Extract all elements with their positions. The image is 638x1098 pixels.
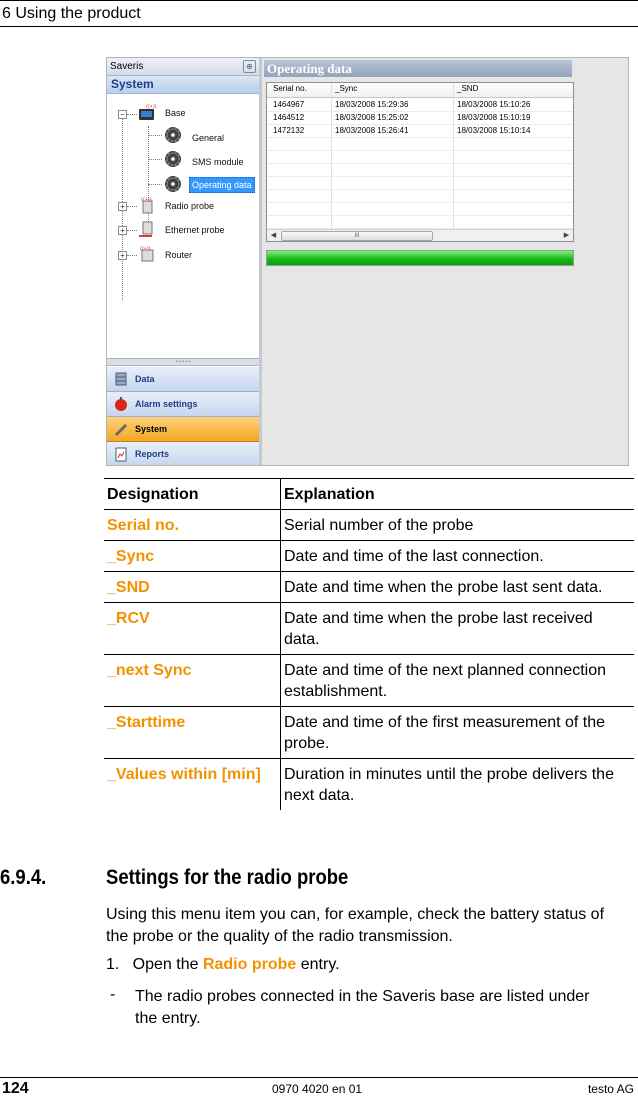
designation-cell: _Sync	[104, 541, 281, 572]
software-screenshot	[106, 57, 629, 466]
tree-line	[127, 206, 137, 207]
explanation-cell: Date and time of the next planned connection establishment.	[281, 655, 635, 707]
table-row	[104, 655, 634, 707]
table-row	[104, 572, 634, 603]
scroll-left-icon[interactable]: ◀	[270, 232, 277, 239]
step-1	[106, 954, 340, 976]
designation-cell: _Starttime	[104, 707, 281, 759]
report-icon	[113, 446, 129, 462]
content-pane	[262, 58, 628, 465]
explanation-cell: Date and time when the probe last received data.	[281, 603, 635, 655]
explanation-table	[104, 478, 634, 810]
header-top-rule	[0, 0, 638, 1]
explanation-cell: Date and time of the last connection.	[281, 541, 635, 572]
column-header[interactable]: _SND	[457, 84, 479, 93]
gear-icon	[165, 151, 181, 167]
scroll-right-icon[interactable]: ▶	[563, 232, 570, 239]
chapter-header: 6 Using the product	[2, 5, 141, 22]
expand-icon[interactable]: +	[118, 226, 127, 235]
page-number: 124	[2, 1080, 29, 1097]
header-rule	[0, 26, 638, 27]
table-row[interactable]	[267, 99, 573, 112]
cell-serial: 1464512	[273, 113, 305, 122]
tree-line	[127, 230, 137, 231]
pane-splitter[interactable]: • • • • •	[107, 358, 259, 366]
nav-system-button[interactable]	[107, 417, 259, 442]
table-header-row	[104, 479, 634, 510]
cell-snd: 18/03/2008 15:10:26	[457, 100, 531, 109]
company-name: testo AG	[587, 1082, 634, 1096]
operating-data-title: Operating data	[264, 60, 572, 77]
tree-item-general[interactable]: General	[192, 133, 225, 143]
radio-probe-link[interactable]: Radio probe	[202, 956, 297, 973]
table-row	[104, 541, 634, 572]
explanation-cell: Duration in minutes until the probe delivers the next data.	[281, 759, 635, 811]
svg-text:((•)): ((•))	[146, 104, 157, 110]
step-suffix: entry.	[296, 956, 340, 973]
nav-data-label: Data	[135, 374, 155, 384]
alarm-icon	[113, 396, 129, 412]
grid-header	[267, 83, 573, 98]
table-row	[267, 177, 573, 190]
nav-data-button[interactable]	[107, 367, 259, 392]
table-row	[104, 707, 634, 759]
table-row	[104, 759, 634, 811]
table-row	[104, 510, 634, 541]
base-station-icon	[137, 103, 155, 121]
pane-title-bar	[107, 58, 259, 76]
table-row[interactable]	[267, 112, 573, 125]
cell-serial: 1472132	[273, 126, 305, 135]
progress-fill	[267, 251, 573, 265]
svg-text:((•)): ((•))	[140, 246, 151, 252]
nav-alarm-settings-button[interactable]	[107, 392, 259, 417]
tree-item-radio-probe[interactable]: Radio probe	[165, 201, 215, 211]
cell-serial: 1464967	[273, 100, 305, 109]
explanation-cell: Date and time of the first measurement of the probe.	[281, 707, 635, 759]
expand-icon[interactable]: +	[118, 202, 127, 211]
explanation-cell: Date and time when the probe last sent data.	[281, 572, 635, 603]
designation-cell: _next Sync	[104, 655, 281, 707]
column-header[interactable]: _Sync	[335, 84, 358, 93]
table-row	[267, 203, 573, 216]
database-icon	[113, 371, 129, 387]
system-header: System	[107, 76, 259, 94]
tree-line	[127, 114, 137, 115]
table-row[interactable]	[267, 125, 573, 138]
header-designation: Designation	[104, 479, 281, 510]
step-prefix: 1. Open the	[106, 956, 203, 973]
expand-icon[interactable]: +	[118, 251, 127, 260]
explanation-cell: Serial number of the probe	[281, 510, 635, 541]
scroll-thumb[interactable]: III	[281, 231, 433, 241]
cell-sync: 18/03/2008 15:26:41	[335, 126, 409, 135]
ethernet-probe-icon	[138, 220, 156, 238]
section-paragraph: Using this menu item you can, for example, check the battery status of the probe or the quality of the radio transmission.	[106, 906, 605, 945]
document-code: 0970 4020 en 01	[272, 1082, 363, 1096]
navigation-pane	[107, 58, 262, 465]
header-explanation: Explanation	[281, 479, 635, 510]
gear-icon	[165, 127, 181, 143]
collapse-icon[interactable]: −	[118, 110, 127, 119]
list-dash: -	[110, 986, 116, 1003]
designation-cell: _RCV	[104, 603, 281, 655]
pane-title: Saveris	[110, 61, 144, 72]
router-icon	[138, 244, 156, 262]
tree-item-sms-module[interactable]: SMS module	[192, 157, 244, 167]
tree-line	[148, 184, 162, 185]
gear-icon	[165, 176, 181, 192]
nav-alarm-label: Alarm settings	[135, 399, 198, 409]
system-tree	[107, 94, 259, 368]
footer-rule	[0, 1077, 638, 1078]
designation-cell: Serial no.	[104, 510, 281, 541]
tree-item-operating-data[interactable]: Operating data	[189, 177, 255, 193]
nav-reports-button[interactable]	[107, 442, 259, 466]
tree-item-base[interactable]: Base	[165, 108, 186, 118]
horizontal-scrollbar[interactable]	[267, 229, 573, 241]
section-title: Settings for the radio probe	[106, 866, 349, 889]
nav-system-label: System	[135, 424, 168, 434]
designation-cell: _SND	[104, 572, 281, 603]
designation-cell: _Values within [min]	[104, 759, 281, 811]
tree-item-ethernet-probe[interactable]: Ethernet probe	[165, 225, 225, 235]
progress-bar	[266, 250, 574, 266]
tree-line	[127, 255, 137, 256]
cell-sync: 18/03/2008 15:25:02	[335, 113, 409, 122]
cell-snd: 18/03/2008 15:10:19	[457, 113, 531, 122]
table-row	[267, 216, 573, 229]
table-row	[267, 151, 573, 164]
svg-text:((•)): ((•))	[141, 197, 152, 203]
operating-data-grid[interactable]	[266, 82, 574, 242]
wrench-icon	[113, 421, 129, 437]
table-row	[104, 603, 634, 655]
table-row	[267, 164, 573, 177]
pin-icon[interactable]: ⊕	[243, 60, 256, 73]
column-header[interactable]: Serial no.	[273, 84, 307, 93]
radio-probe-icon	[138, 196, 156, 214]
nav-reports-label: Reports	[135, 449, 170, 459]
cell-snd: 18/03/2008 15:10:14	[457, 126, 531, 135]
tree-line	[148, 135, 162, 136]
table-row	[267, 138, 573, 151]
tree-item-router[interactable]: Router	[165, 250, 193, 260]
tree-line	[148, 159, 162, 160]
list-item-text: The radio probes connected in the Saveris base are listed under the entry.	[135, 988, 590, 1027]
section-number: 6.9.4.	[0, 866, 47, 889]
cell-sync: 18/03/2008 15:29:36	[335, 100, 409, 109]
table-row	[267, 190, 573, 203]
